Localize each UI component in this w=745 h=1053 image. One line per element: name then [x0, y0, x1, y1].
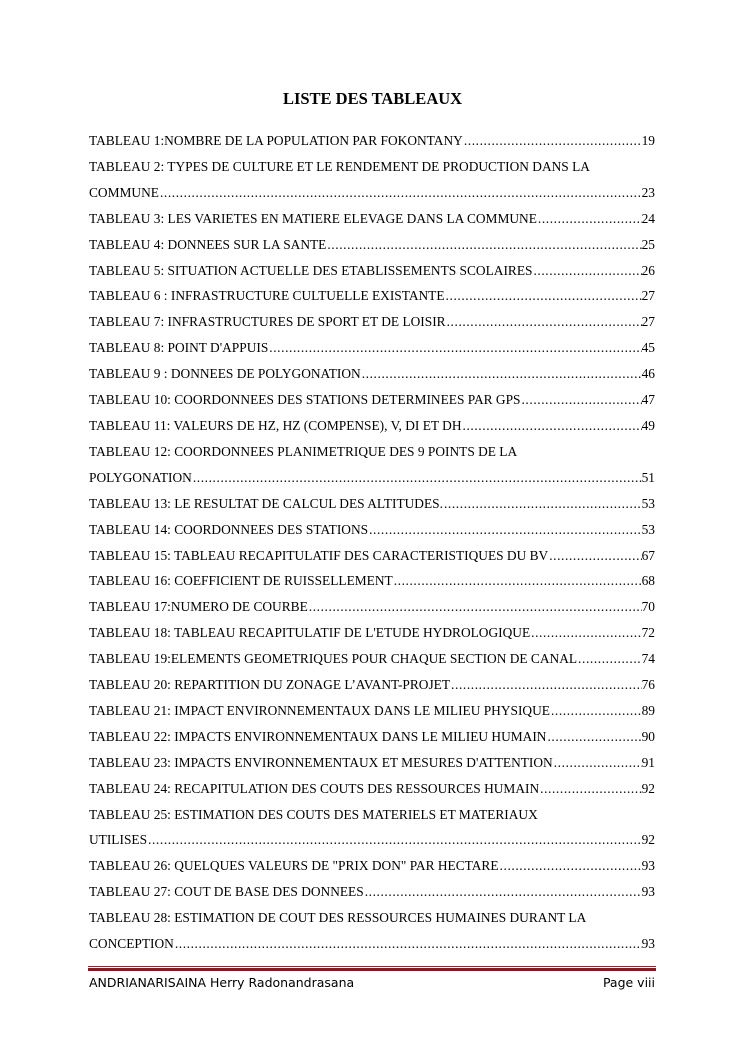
toc-entry-line [89, 853, 655, 879]
toc-entry-label: TABLEAU 3: LES VARIETES EN MATIERE ELEVAGE DANS LA COMMUNE [89, 210, 537, 226]
dot-leader [537, 206, 642, 232]
dot-leader [530, 620, 641, 646]
toc-entry[interactable] [89, 128, 655, 154]
toc-entry[interactable] [89, 594, 655, 620]
dot-leader [268, 335, 641, 361]
toc-entry-label: TABLEAU 11: VALEURS DE HZ, HZ (COMPENSE), V, DI ET DH [89, 417, 462, 433]
toc-entry-line [89, 232, 655, 258]
toc-entry-page: 53 [641, 495, 655, 511]
toc-entry[interactable] [89, 517, 655, 543]
dot-leader [520, 387, 641, 413]
toc-entry[interactable] [89, 698, 655, 724]
toc-entry[interactable] [89, 905, 655, 957]
toc-entry-line [89, 879, 655, 905]
dot-leader [548, 543, 641, 569]
footer-rule-thick [88, 968, 656, 971]
toc-entry-label: TABLEAU 22: IMPACTS ENVIRONNEMENTAUX DANS LE MILIEU HUMAIN [89, 728, 547, 744]
toc-entry-page: 92 [641, 832, 655, 848]
toc-entry-page: 27 [641, 314, 655, 330]
toc-entry-label-line1: TABLEAU 12: COORDONNEES PLANIMETRIQUE DES 9 POINTS DE LA [89, 443, 518, 459]
toc-entry-label: TABLEAU 20: REPARTITION DU ZONAGE L’AVANT-PROJET [89, 677, 451, 693]
toc-entry-label-line1: TABLEAU 25: ESTIMATION DES COUTS DES MATERIELS ET MATERIAUX [89, 806, 538, 822]
toc-entry-label: TABLEAU 15: TABLEAU RECAPITULATIF DES CARACTERISTIQUES DU BV [89, 547, 549, 563]
toc-entry-page: 25 [641, 236, 655, 252]
toc-entry-page: 93 [641, 858, 655, 874]
footer-rule-thin [88, 966, 656, 967]
dot-leader [463, 128, 642, 154]
toc-entry-line [89, 776, 655, 802]
toc-entry-page: 70 [641, 599, 655, 615]
toc-entry-label: TABLEAU 17:NUMERO DE COURBE [89, 599, 308, 615]
toc-entry-label: TABLEAU 4: DONNEES SUR LA SANTE [89, 236, 327, 252]
toc-entry[interactable] [89, 724, 655, 750]
dot-leader [159, 180, 642, 206]
toc-entry-line [89, 517, 655, 543]
toc-entry-line [89, 309, 655, 335]
dot-leader [446, 309, 642, 335]
dot-leader [445, 283, 642, 309]
toc-entry-line [89, 258, 655, 284]
toc-entry-label: TABLEAU 21: IMPACT ENVIRONNEMENTAUX DANS LE MILIEU PHYSIQUE [89, 702, 550, 718]
page-title: LISTE DES TABLEAUX [282, 89, 463, 108]
toc-entry-page: 53 [641, 521, 655, 537]
dot-leader [361, 361, 642, 387]
toc-entry-page: 49 [641, 417, 655, 433]
dot-leader [577, 646, 642, 672]
dot-leader [192, 465, 642, 491]
toc-entry-label-line1: TABLEAU 2: TYPES DE CULTURE ET LE RENDEMENT DE PRODUCTION DANS LA [89, 158, 590, 174]
toc-entry-line [89, 283, 655, 309]
toc-entry-line [89, 543, 655, 569]
toc-entry-label: TABLEAU 1:NOMBRE DE LA POPULATION PAR FOKONTANY [89, 133, 463, 148]
toc-entry-line [89, 387, 655, 413]
dot-leader [532, 258, 641, 284]
toc-entry-page: 47 [641, 392, 655, 408]
dot-leader [553, 750, 642, 776]
toc-entry-label: TABLEAU 8: POINT D'APPUIS [89, 340, 269, 356]
toc-entry-line [89, 335, 655, 361]
toc-entry[interactable] [89, 776, 655, 802]
toc-entry-line [89, 724, 655, 750]
toc-entry-page: 91 [641, 754, 655, 770]
toc-entry-page: 76 [641, 677, 655, 693]
toc-entry-page: 23 [641, 184, 655, 200]
toc-entry-label: TABLEAU 18: TABLEAU RECAPITULATIF DE L'ETUDE HYDROLOGIQUE [89, 625, 531, 641]
toc-entry-page: 26 [641, 262, 655, 278]
toc-entry[interactable] [89, 620, 655, 646]
dot-leader [308, 594, 642, 620]
toc-entry[interactable] [89, 309, 655, 335]
dot-leader [147, 827, 642, 853]
dot-leader [364, 879, 642, 905]
toc-entry-label: TABLEAU 9 : DONNEES DE POLYGONATION [89, 366, 361, 382]
toc-entry-label: CONCEPTION [89, 936, 174, 952]
toc-entry-page: 67 [641, 547, 655, 563]
toc-entry-label-line1: TABLEAU 28: ESTIMATION DE COUT DES RESSOURCES HUMAINES DURANT LA [89, 910, 587, 926]
dot-leader [499, 853, 642, 879]
toc-entry-line [89, 594, 655, 620]
toc-entry-line [89, 750, 655, 776]
toc-entry-line [89, 206, 655, 232]
toc-entry-label: TABLEAU 19:ELEMENTS GEOMETRIQUES POUR CHAQUE SECTION DE CANAL [89, 651, 578, 667]
toc-entry[interactable] [89, 672, 655, 698]
toc-entry-page: 51 [641, 469, 655, 485]
toc-entry-line [89, 361, 655, 387]
toc-entry-label: TABLEAU 6 : INFRASTRUCTURE CULTUELLE EXISTANTE [89, 288, 445, 304]
toc-entry[interactable] [89, 258, 655, 284]
toc-entry-page: 93 [641, 884, 655, 900]
toc-entry[interactable] [89, 491, 655, 517]
table-list [89, 128, 655, 957]
toc-entry[interactable] [89, 750, 655, 776]
dot-leader [368, 517, 642, 543]
toc-entry[interactable] [89, 802, 655, 854]
toc-entry[interactable] [89, 646, 655, 672]
toc-entry[interactable] [89, 206, 655, 232]
toc-entry-page: 24 [641, 210, 655, 226]
toc-entry-line [89, 128, 655, 154]
toc-entry-label: TABLEAU 14: COORDONNEES DES STATIONS [89, 521, 369, 537]
toc-entry-page: 46 [641, 366, 655, 382]
toc-entry-page: 27 [641, 288, 655, 304]
toc-entry-line [89, 465, 655, 491]
toc-entry-page: 68 [641, 573, 655, 589]
toc-entry[interactable] [89, 283, 655, 309]
toc-entry-label: TABLEAU 7: INFRASTRUCTURES DE SPORT ET DE LOISIR [89, 314, 446, 330]
toc-entry[interactable] [89, 439, 655, 491]
toc-entry[interactable] [89, 335, 655, 361]
toc-entry-line [89, 620, 655, 646]
toc-entry-label: TABLEAU 5: SITUATION ACTUELLE DES ETABLISSEMENTS SCOLAIRES [89, 262, 533, 278]
toc-entry-line [89, 672, 655, 698]
toc-entry-line [89, 827, 655, 853]
toc-entry[interactable] [89, 154, 655, 206]
toc-entry-page: 45 [641, 340, 655, 356]
toc-entry[interactable] [89, 387, 655, 413]
toc-entry-page: 19 [641, 133, 655, 148]
toc-entry-label: POLYGONATION [89, 469, 192, 485]
toc-entry-page: 74 [641, 651, 655, 667]
toc-entry-line [89, 698, 655, 724]
dot-leader [462, 413, 642, 439]
footer-rule [88, 966, 656, 971]
toc-entry-page: 90 [641, 728, 655, 744]
toc-entry[interactable] [89, 543, 655, 569]
toc-entry[interactable] [89, 853, 655, 879]
footer-author: ANDRIANARISAINA Herry Radonandrasana [89, 975, 355, 990]
toc-entry[interactable] [89, 413, 655, 439]
toc-entry-line [89, 931, 655, 957]
toc-entry-page: 72 [641, 625, 655, 641]
toc-entry-label: COMMUNE [89, 184, 159, 200]
toc-entry[interactable] [89, 879, 655, 905]
toc-entry[interactable] [89, 232, 655, 258]
dot-leader [393, 568, 642, 594]
footer-page-number: Page viii [602, 975, 655, 990]
dot-leader [326, 232, 641, 258]
dot-leader [174, 931, 642, 957]
toc-entry-label: TABLEAU 27: COUT DE BASE DES DONNEES [89, 884, 364, 900]
toc-entry-label: TABLEAU 23: IMPACTS ENVIRONNEMENTAUX ET MESURES D'ATTENTION [89, 754, 553, 770]
dot-leader [450, 672, 642, 698]
toc-entry-line [89, 646, 655, 672]
toc-entry-line [89, 491, 655, 517]
toc-entry-label: TABLEAU 16: COEFFICIENT DE RUISSELLEMENT [89, 573, 393, 589]
dot-leader [443, 491, 642, 517]
toc-entry-line [89, 180, 655, 206]
dot-leader [546, 724, 641, 750]
toc-entry-label: TABLEAU 26: QUELQUES VALEURS DE "PRIX DON" PAR HECTARE [89, 858, 499, 874]
dot-leader [539, 776, 641, 802]
toc-entry-label: TABLEAU 13: LE RESULTAT DE CALCUL DES ALTITUDES. [89, 495, 443, 511]
toc-entry-line [89, 413, 655, 439]
toc-entry-line [89, 568, 655, 594]
toc-entry-label: UTILISES [89, 832, 148, 848]
toc-entry-page: 89 [641, 702, 655, 718]
toc-entry[interactable] [89, 568, 655, 594]
toc-entry-label: TABLEAU 24: RECAPITULATION DES COUTS DES RESSOURCES HUMAIN [89, 780, 540, 796]
dot-leader [550, 698, 642, 724]
toc-entry-page: 93 [641, 936, 655, 952]
toc-entry-page: 92 [641, 780, 655, 796]
toc-entry-label: TABLEAU 10: COORDONNEES DES STATIONS DETERMINEES PAR GPS [89, 392, 521, 408]
toc-entry[interactable] [89, 361, 655, 387]
